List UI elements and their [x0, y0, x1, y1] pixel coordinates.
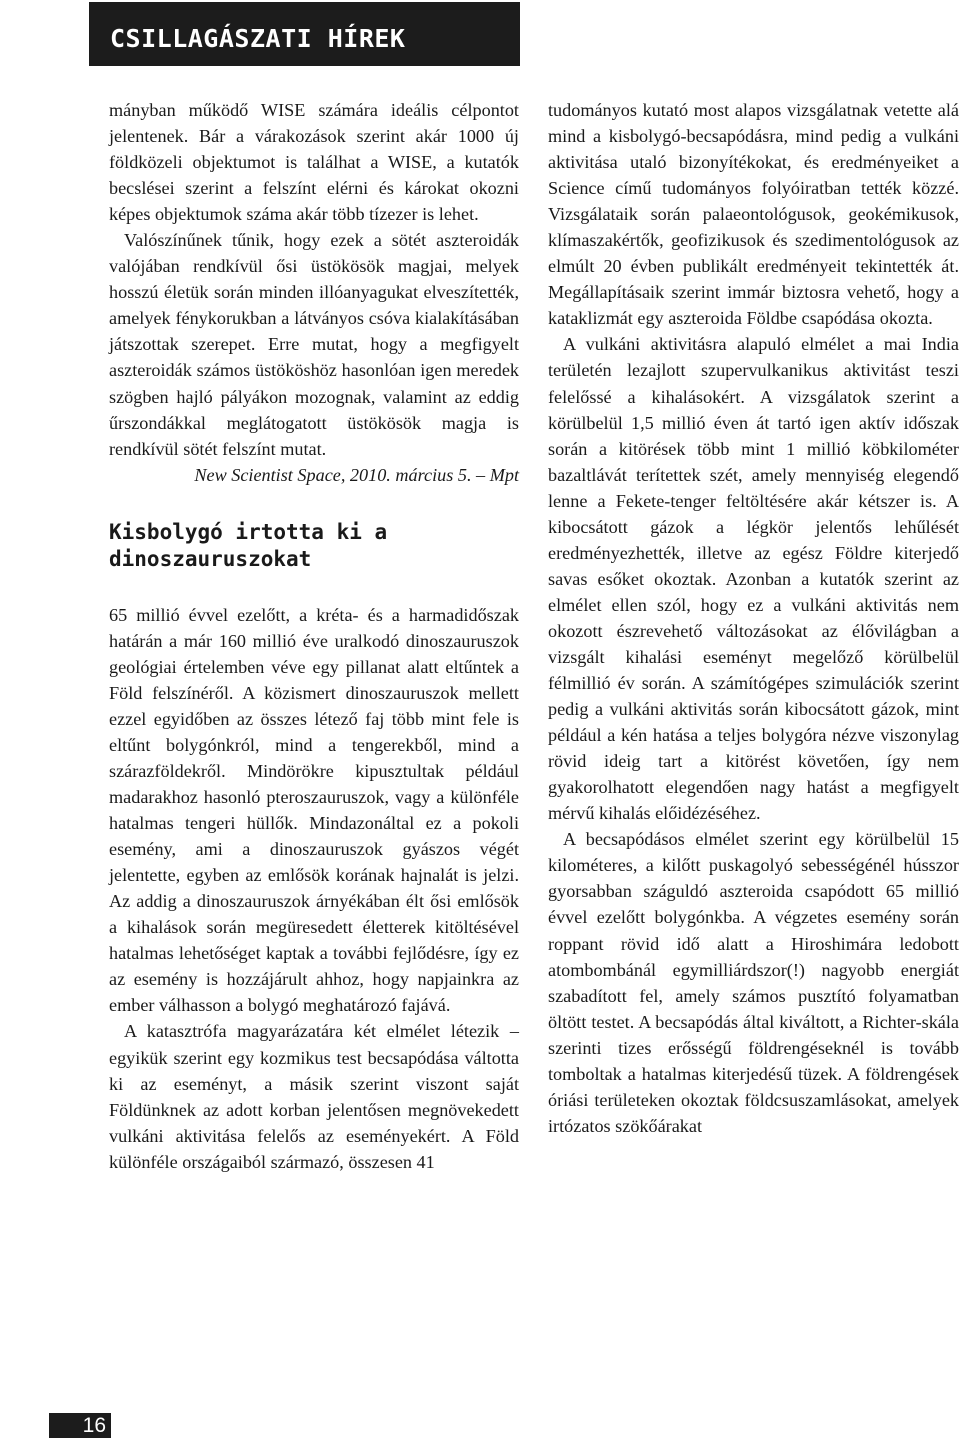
paragraph: tudományos kutató most alapos vizsgálatnak vetette alá mind a kisbolygó-becsapódásra, mind pedig a vulkáni aktivitása utaló bizonyítékokat, és eredményeiket a Science című tudományos folyóiratban tették közzé. Vizsgálataik során palaeontológusok, geokémikusok, klímaszakértők, geofizikusok és szedimentológusok az elmúlt 20 évben publikált eredményeit tekintették át. Megállapításaik szerint immár biztosra vehető, hogy a kataklizmát egy aszteroida Földbe csapódása okozta.: [548, 100, 959, 329]
right-column: [548, 97, 959, 1139]
source-citation: New Scientist Space, 2010. március 5. – Mpt: [194, 464, 519, 485]
article-title-line: dinoszauruszokat: [109, 546, 312, 571]
paragraph: Valószínűnek tűnik, hogy ezek a sötét aszteroidák valójában rendkívül ősi üstökösök magjai, melyek hosszú életük során minden illóanyagukat elveszítették, amelyek fénykorukban a látványos csóva kialakításában játszottak szerepet. Erre mutat, hogy a megfigyelt aszteroidák számos üstököshöz hasonlóan igen meredek szögben hajló pályákon mozognak, valamint az eddig űrszondákkal meglátogatott üstökösök magja is rendkívül sötét felszínt mutat.: [109, 230, 519, 459]
paragraph: A becsapódásos elmélet szerint egy körülbelül 15 kilométeres, a kilőtt puskagolyó sebességénél hússzor gyorsabban száguldó aszteroida csapódott 65 millió évvel ezelőtt bolygónkba. A végzetes esemény során roppant rövid idő alatt a Hiroshimára ledobott atombombánál egymilliárdszor(!) nagyobb energiát szabadított fel, amely számos pusztító folyamatban öltött testet. A becsapódás által kiváltott, a Richter-skála szerinti tizes erősségű földrengéseknél is tovább tomboltak a hatalmas kiterjedésű tüzek. A földrengések óriási területeken okoztak földcsuszamlásokat, amelyek irtózatos szökőárakat: [548, 829, 959, 1136]
section-header: [89, 2, 520, 66]
page-number: 16: [49, 1413, 111, 1438]
paragraph: mányban működő WISE számára ideális célpontot jelentenek. Bár a várakozások szerint akár 1000 új földközeli objektumot is találhat a WISE, a kutatók becslései szerint a felszínt elérni és károkat okozni képes objektumok száma akár több tízezer is lehet.: [109, 100, 519, 225]
paragraph: A vulkáni aktivitásra alapuló elmélet a mai India területén lezajlott szupervulkanikus aktivitást teszi felelőssé a kihalásokért. A vizsgálatok szerint a körülbelül 1,5 millió éven át tartó igen aktív időszak során a kitörések több mint 1 millió köbkilométer bazaltlávát terítettek szét, amely mennyiség elegendő lenne a Fekete-tenger feltöltésére akár kétszer is. A kibocsátott gázok a légkör jelentős lehűlését eredményezhették, illetve az egész Földre kiterjedő savas esőket okoztak. Azonban a kutatók szerint az elmélet ellen szól, hogy ez a vulkáni aktivitás nem okozott észrevehető változásokat az élővilágban a vizsgált kihalási eseményt megelőző körülbelül félmillió év során. A számítógépes szimulációk szerint pedig a vulkáni aktivitás során kibocsátott gázok, mint például a kén hatása a teljes bolygóra nézve viszonylag rövid ideig tart a kitörést követően, így nem gyakorolhatott elegendően nagy hatást a megfigyelt mérvű kihalás előidézéséhez.: [548, 334, 959, 824]
paragraph: A katasztrófa magyarázatára két elmélet létezik – egyikük szerint egy kozmikus test becsapódása váltotta ki az eseményt, a másik szerint viszont saját Földünknek az adott korban jelentősen megnövekedett vulkáni aktivitása felelős az eseményekért. A Föld különféle országaiból származó, összesen 41: [109, 1021, 519, 1172]
paragraph: 65 millió évvel ezelőtt, a kréta- és a harmadidőszak határán a már 160 millió éve uralkodó dinoszauruszok geológiai értelemben véve egy pillanat alatt eltűntek a Föld felszínéről. A közismert dinoszauruszok mellett ezzel egyidőben az összes létező faj több mint fele is eltűnt bolygónkról, mind a tengerekből, mind a szárazföldekről. Mindörökre kipusztultak például madarakhoz hasonló pteroszauruszok, vagy a különféle hatalmas tengeri hüllők. Mindazonáltal ez a pokoli esemény, ami a dinoszauruszok gyászos végét jelentette, egyben az emlősök korának hajnalát is jelzi. Az addig a dinoszauruszok árnyékában élt ősi emlősök a kihalások során megüresedett életterek kitöltésével hatalmas lehetőséget kaptak a további fejlődésre, így ez az esemény is hozzájárult ahhoz, hogy napjainkra az ember válhasson a bolygó meghatározó fajává.: [109, 604, 519, 1016]
article-title-line: Kisbolygó irtotta ki a: [109, 519, 388, 544]
section-title: CSILLAGÁSZATI HÍREK: [110, 24, 406, 53]
article-title: [109, 519, 519, 573]
left-column: [109, 97, 519, 1175]
